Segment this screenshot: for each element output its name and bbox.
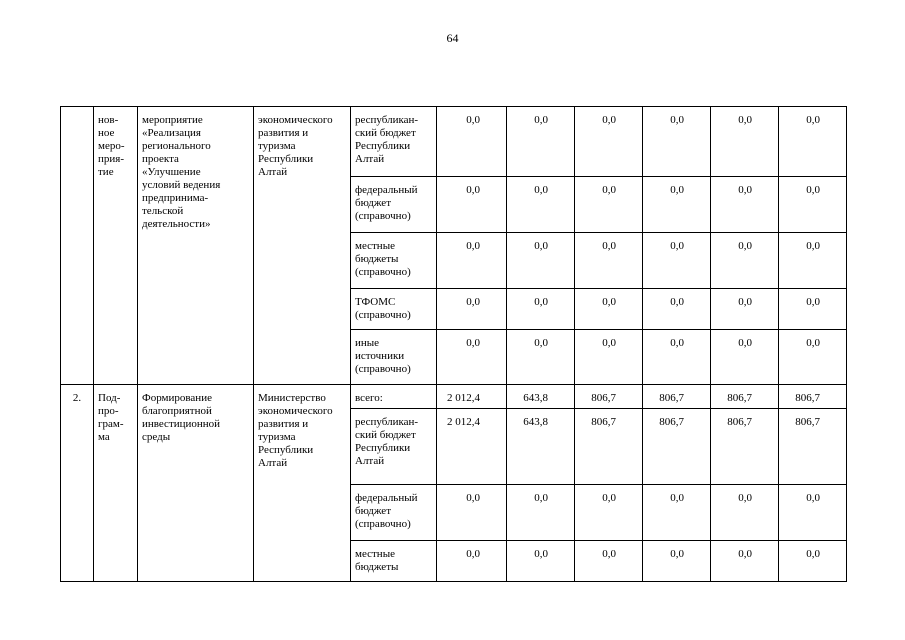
amount-cell: 0,0	[711, 233, 779, 289]
amount-cell: 806,7	[575, 409, 643, 485]
funding-source: всего:	[351, 385, 437, 409]
amount-cell: 806,7	[575, 385, 643, 409]
amount-cell: 0,0	[437, 289, 507, 330]
funding-source: республикан- ский бюджет Республики Алтай	[351, 409, 437, 485]
executor: Министерство экономического развития и туризма Республики Алтай	[254, 385, 351, 582]
amount-cell: 0,0	[575, 485, 643, 541]
amount-cell: 0,0	[437, 177, 507, 233]
amount-cell: 0,0	[779, 541, 847, 582]
amount-cell: 643,8	[507, 385, 575, 409]
amount-cell: 0,0	[643, 233, 711, 289]
amount-cell: 0,0	[507, 289, 575, 330]
funding-source: федеральный бюджет (справочно)	[351, 485, 437, 541]
amount-cell: 0,0	[575, 107, 643, 177]
page-number: 64	[446, 31, 459, 45]
amount-cell: 0,0	[575, 289, 643, 330]
amount-cell: 0,0	[643, 541, 711, 582]
table-row	[61, 385, 847, 409]
amount-cell: 0,0	[437, 107, 507, 177]
amount-cell: 0,0	[437, 485, 507, 541]
amount-cell: 643,8	[507, 409, 575, 485]
amount-cell: 0,0	[575, 233, 643, 289]
amount-cell: 0,0	[507, 107, 575, 177]
amount-cell: 0,0	[575, 330, 643, 385]
amount-cell: 0,0	[507, 177, 575, 233]
amount-cell: 2 012,4	[437, 385, 507, 409]
amount-cell: 0,0	[779, 485, 847, 541]
row-number: 2.	[61, 385, 94, 582]
amount-cell: 806,7	[779, 385, 847, 409]
funding-source: республикан- ский бюджет Республики Алтай	[351, 107, 437, 177]
amount-cell: 2 012,4	[437, 409, 507, 485]
row-number	[61, 107, 94, 385]
amount-cell: 0,0	[779, 233, 847, 289]
amount-cell: 806,7	[643, 409, 711, 485]
amount-cell: 0,0	[711, 541, 779, 582]
amount-cell: 0,0	[437, 330, 507, 385]
amount-cell: 806,7	[711, 385, 779, 409]
budget-table	[60, 106, 847, 582]
funding-source: иные источники (справочно)	[351, 330, 437, 385]
amount-cell: 0,0	[507, 541, 575, 582]
amount-cell: 0,0	[711, 177, 779, 233]
amount-cell: 0,0	[643, 177, 711, 233]
amount-cell: 0,0	[779, 289, 847, 330]
executor: экономического развития и туризма Республики Алтай	[254, 107, 351, 385]
amount-cell: 806,7	[779, 409, 847, 485]
amount-cell: 0,0	[507, 485, 575, 541]
item-type: нов- ное меро- прия- тие	[94, 107, 138, 385]
amount-cell: 0,0	[507, 233, 575, 289]
funding-source: местные бюджеты	[351, 541, 437, 582]
amount-cell: 0,0	[711, 289, 779, 330]
amount-cell: 0,0	[643, 289, 711, 330]
amount-cell: 0,0	[575, 177, 643, 233]
amount-cell: 806,7	[711, 409, 779, 485]
funding-source: ТФОМС (справочно)	[351, 289, 437, 330]
item-name: мероприятие «Реализация регионального проекта «Улучшение условий ведения предпринима- тельской деятельности»	[138, 107, 254, 385]
amount-cell: 0,0	[711, 485, 779, 541]
amount-cell: 0,0	[711, 330, 779, 385]
table-row	[61, 107, 847, 177]
table-body	[61, 107, 847, 582]
amount-cell: 0,0	[437, 233, 507, 289]
item-type: Под- про- грам- ма	[94, 385, 138, 582]
amount-cell: 0,0	[643, 107, 711, 177]
amount-cell: 0,0	[711, 107, 779, 177]
amount-cell: 0,0	[437, 541, 507, 582]
amount-cell: 0,0	[779, 330, 847, 385]
amount-cell: 0,0	[575, 541, 643, 582]
item-name: Формирование благоприятной инвестиционной среды	[138, 385, 254, 582]
amount-cell: 0,0	[643, 330, 711, 385]
amount-cell: 0,0	[779, 177, 847, 233]
amount-cell: 0,0	[779, 107, 847, 177]
amount-cell: 0,0	[507, 330, 575, 385]
funding-source: федеральный бюджет (справочно)	[351, 177, 437, 233]
funding-source: местные бюджеты (справочно)	[351, 233, 437, 289]
amount-cell: 0,0	[643, 485, 711, 541]
amount-cell: 806,7	[643, 385, 711, 409]
